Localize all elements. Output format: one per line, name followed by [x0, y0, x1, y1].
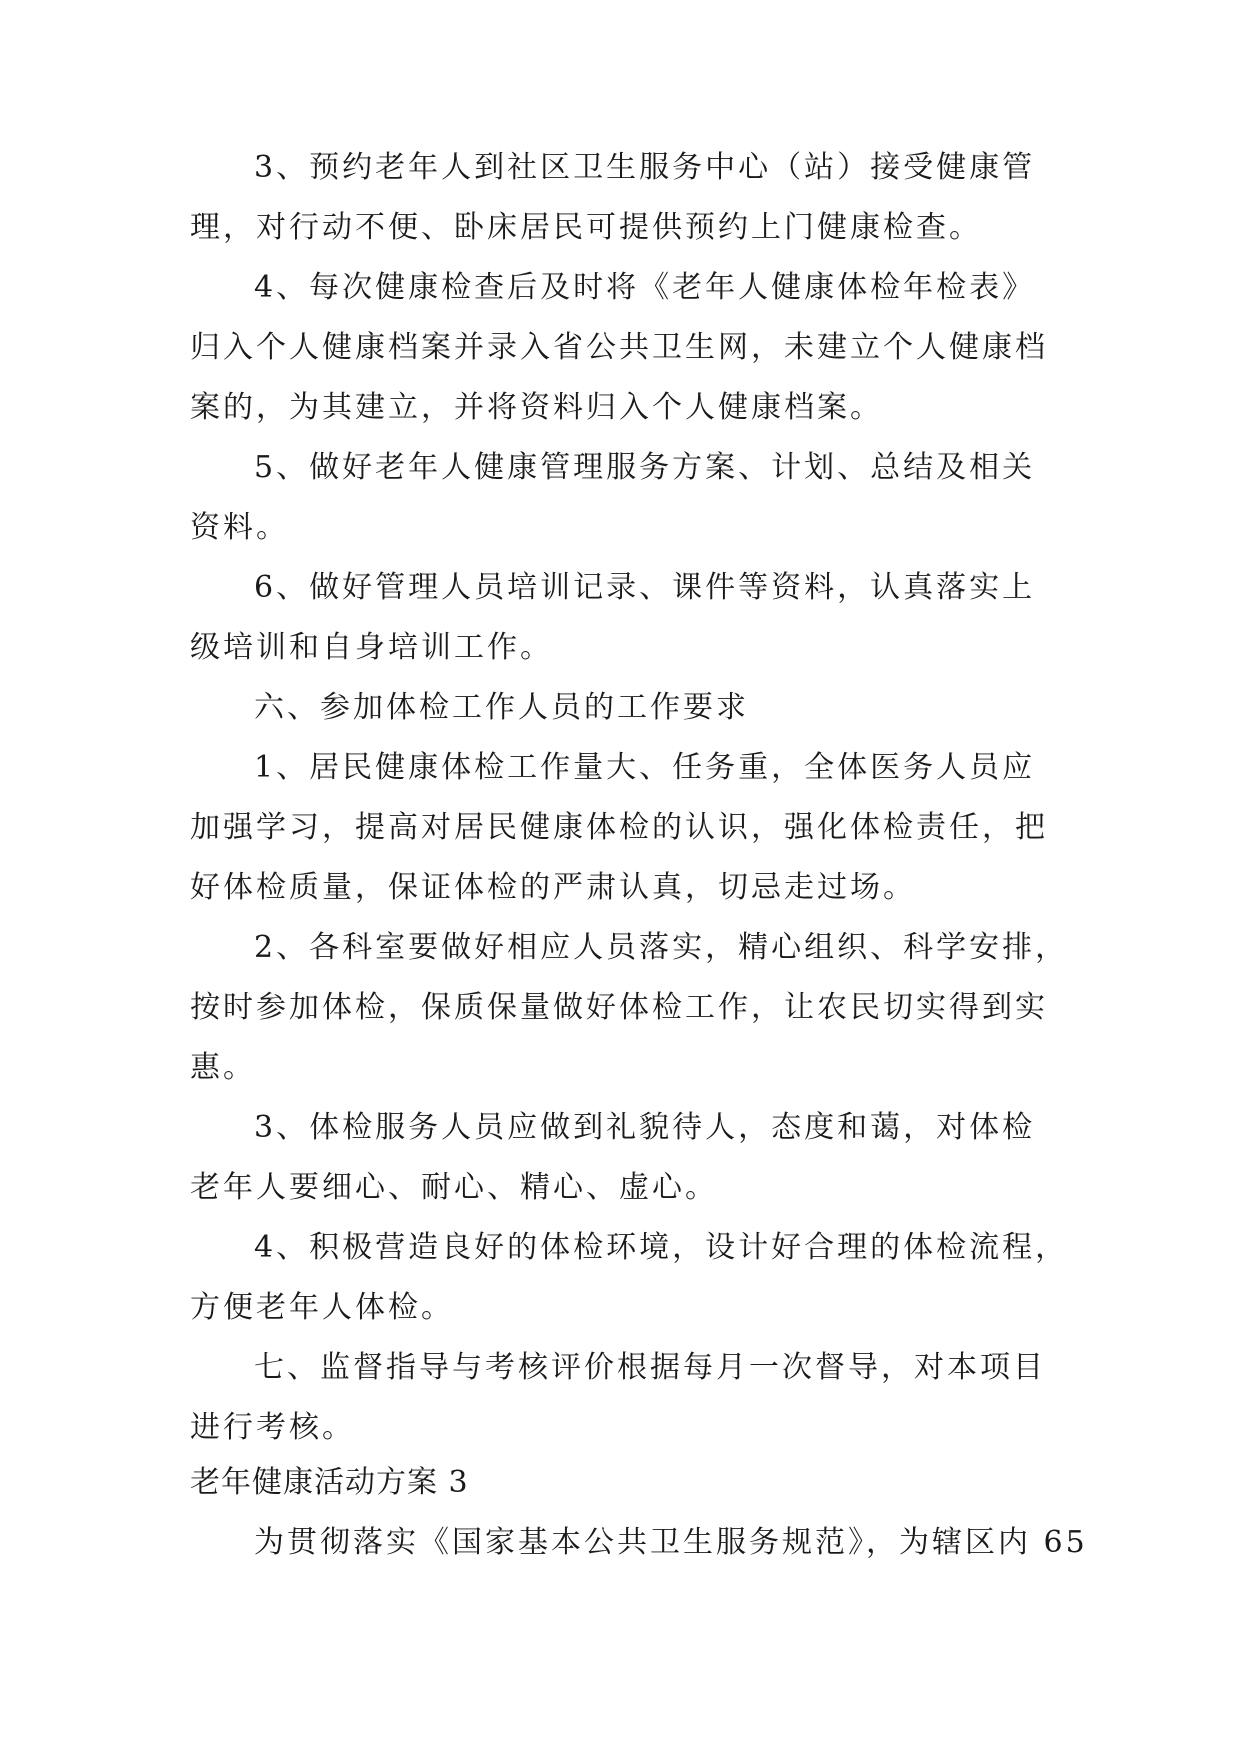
text-line: 方便老年人体检。 — [190, 1290, 454, 1325]
text-line: 老年人要细心、耐心、精心、虚心。 — [190, 1170, 718, 1205]
text-line: 2、各科室要做好相应人员落实，精心组织、科学安排， — [254, 930, 1069, 965]
text-line: 归入个人健康档案并录入省公共卫生网，未建立个人健康档 — [190, 330, 1048, 365]
text-line: 惠。 — [190, 1050, 256, 1085]
text-line: 好体检质量，保证体检的严肃认真，切忌走过场。 — [190, 870, 916, 905]
text-line: 为贯彻落实《国家基本公共卫生服务规范》，为辖区内 65 — [254, 1525, 1088, 1560]
section-heading: 七、监督指导与考核评价根据每月一次督导，对本项目 — [254, 1350, 1046, 1385]
text-line: 级培训和自身培训工作。 — [190, 630, 553, 665]
text-line: 进行考核。 — [190, 1410, 355, 1445]
text-line: 资料。 — [190, 510, 289, 545]
section-heading: 六、参加体检工作人员的工作要求 — [254, 690, 749, 725]
text-line: 加强学习，提高对居民健康体检的认识，强化体检责任，把 — [190, 810, 1048, 845]
text-line: 理，对行动不便、卧床居民可提供预约上门健康检查。 — [190, 210, 982, 245]
text-line: 按时参加体检，保质保量做好体检工作，让农民切实得到实 — [190, 990, 1048, 1025]
text-line: 6、做好管理人员培训记录、课件等资料，认真落实上 — [254, 570, 1036, 605]
text-line: 3、预约老年人到社区卫生服务中心（站）接受健康管 — [254, 150, 1036, 185]
text-line: 1、居民健康体检工作量大、任务重，全体医务人员应 — [254, 750, 1036, 785]
text-line: 3、体检服务人员应做到礼貌待人，态度和蔼，对体检 — [254, 1110, 1036, 1145]
text-line: 4、每次健康检查后及时将《老年人健康体检年检表》 — [254, 270, 1036, 305]
text-line: 5、做好老年人健康管理服务方案、计划、总结及相关 — [254, 450, 1036, 485]
document-title: 老年健康活动方案 3 — [190, 1465, 469, 1500]
text-line: 4、积极营造良好的体检环境，设计好合理的体检流程， — [254, 1230, 1069, 1265]
text-line: 案的，为其建立，并将资料归入个人健康档案。 — [190, 390, 883, 425]
